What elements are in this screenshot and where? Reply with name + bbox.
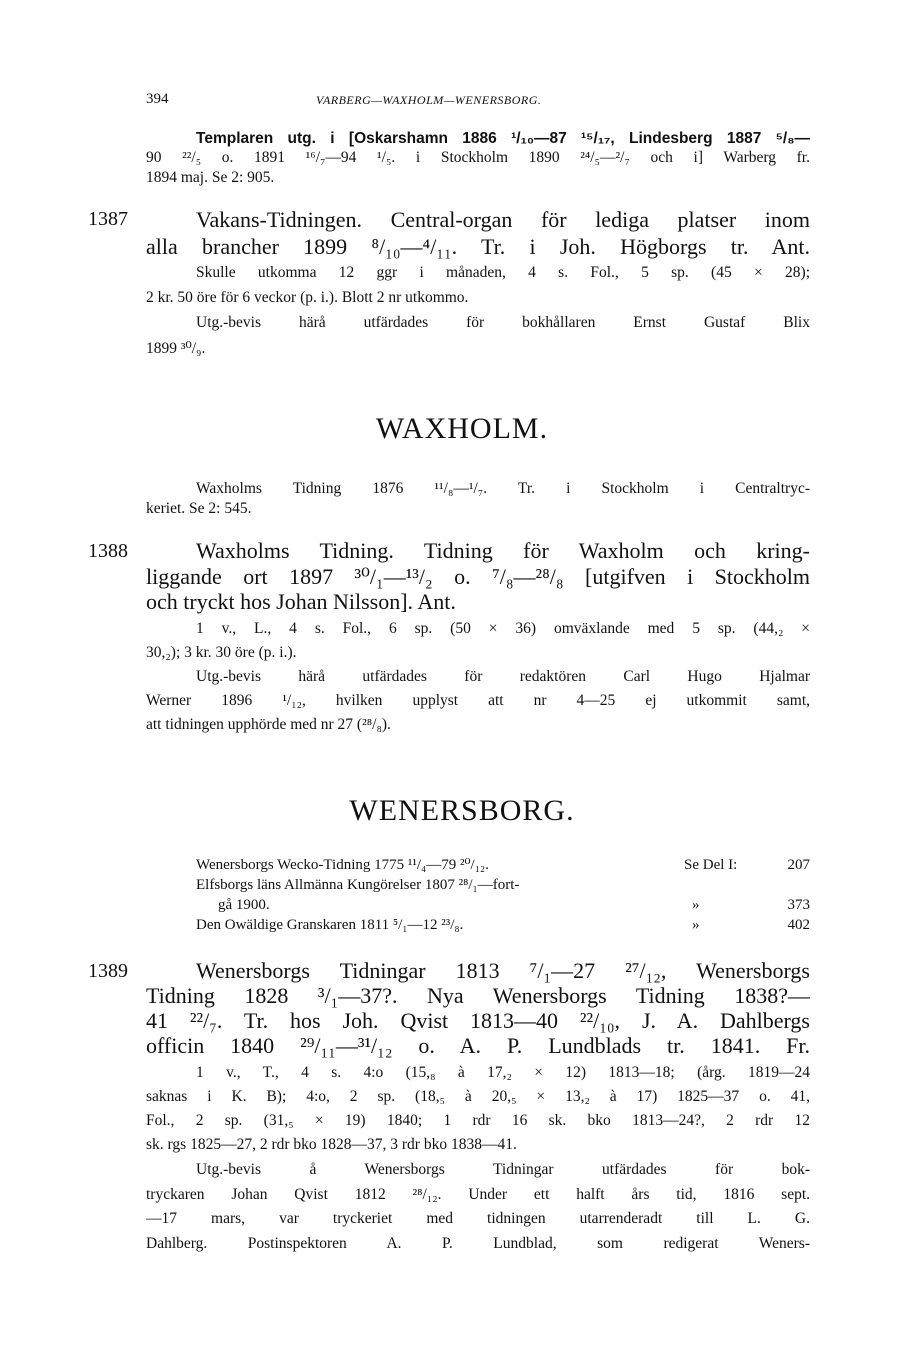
ref-title: Wenersborgs Wecko-Tidning 1775 ¹¹/₄—79 ²⁰/₁₂. bbox=[196, 857, 489, 873]
entry-number-1388: 1388 bbox=[88, 540, 128, 562]
entry-1389-line-2: Tidning 1828 ³/₁—37?. Nya Wenersborgs Tidning 1838?— bbox=[146, 983, 810, 1008]
entry-1387-line-5: Utg.-bevis härå utfärdades för bokhållaren Ernst Gustaf Blix bbox=[196, 314, 810, 331]
ref-ditto-mark: » bbox=[692, 917, 700, 933]
entry-1389-line-6: saknas i K. B); 4:o, 2 sp. (18,₅ à 20,₅ × 13,₂ à 17) 1825—37 o. 41, bbox=[146, 1088, 810, 1105]
entry-number-1389: 1389 bbox=[88, 960, 128, 982]
entry-1387-line-3: Skulle utkomma 12 ggr i månaden, 4 s. Fol., 5 sp. (45 × 28); bbox=[196, 264, 810, 281]
ref-title: Den Owäldige Granskaren 1811 ⁵/₁—12 ²³/₈. bbox=[196, 917, 464, 933]
entry-1388-line-2: liggande ort 1897 ³⁰/₁—¹³/₂ o. ⁷/₈—²⁸/₈ [utgifven i Stockholm bbox=[146, 564, 810, 589]
ref-title: Elfsborgs läns Allmänna Kungörelser 1807 ²⁸/₁—fort- bbox=[196, 877, 520, 893]
section-heading-wenersborg: WENERSBORG. bbox=[349, 794, 575, 827]
ref-page: 207 bbox=[787, 857, 810, 873]
entry-1388-line-3: och tryckt hos Johan Nilsson]. Ant. bbox=[146, 589, 456, 614]
ref-title: gå 1900. bbox=[218, 897, 270, 913]
entry-1389-line-1: Wenersborgs Tidningar 1813 ⁷/₁—27 ²⁷/₁₂, Wenersborgs bbox=[196, 958, 810, 983]
entry-1388-line-7: Werner 1896 ¹/₁₂, hvilken upplyst att nr 4—25 ej utkommit samt, bbox=[146, 692, 810, 709]
templaren-line-2: 90 ²²/₅ o. 1891 ¹⁶/₇—94 ¹/₅. i Stockholm 1890 ²⁴/₅—²/₇ och i] Warberg fr. bbox=[146, 149, 810, 166]
ref-see-label: Se Del I: bbox=[684, 857, 738, 873]
entry-1387-line-1: Vakans-Tidningen. Central-organ för lediga platser inom bbox=[196, 207, 810, 232]
waxholm-ref-line-1: Waxholms Tidning 1876 ¹¹/₈—¹/₇. Tr. i Stockholm i Centraltryc- bbox=[196, 480, 810, 497]
ref-ditto-mark: » bbox=[692, 897, 700, 913]
ref-page: 373 bbox=[787, 897, 810, 913]
entry-1388-line-1: Waxholms Tidning. Tidning för Waxholm och kring- bbox=[196, 538, 810, 563]
entry-number-1387: 1387 bbox=[88, 208, 128, 230]
entry-1388-line-6: Utg.-bevis härå utfärdades för redaktören Carl Hugo Hjalmar bbox=[196, 668, 810, 685]
templaren-line-1: Templaren utg. i [Oskarshamn 1886 ¹/₁₀—87 ¹⁵/₁₇, Lindesberg 1887 ⁵/₈— bbox=[196, 130, 810, 147]
entry-1389-line-10: tryckaren Johan Qvist 1812 ²⁸/₁₂. Under ett halft års tid, 1816 sept. bbox=[146, 1186, 810, 1203]
entry-1387-line-2: alla brancher 1899 ⁸/₁₀—⁴/₁₁. Tr. i Joh. Högborgs tr. Ant. bbox=[146, 234, 810, 259]
entry-1389-line-7: Fol., 2 sp. (31,₅ × 19) 1840; 1 rdr 16 sk. bko 1813—24?, 2 rdr 12 bbox=[146, 1112, 810, 1129]
templaren-line-3: 1894 maj. Se 2: 905. bbox=[146, 169, 275, 186]
entry-1389-line-11: —17 mars, var tryckeriet med tidningen utarrenderadt till L. G. bbox=[146, 1210, 810, 1227]
entry-1389-line-3: 41 ²²/₇. Tr. hos Joh. Qvist 1813—40 ²²/₁₀, J. A. Dahlbergs bbox=[146, 1008, 810, 1033]
entry-1389-line-12: Dahlberg. Postinspektoren A. P. Lundblad, som redigerat Weners- bbox=[146, 1235, 810, 1252]
section-heading-waxholm: WAXHOLM. bbox=[375, 412, 549, 445]
entry-1389-line-9: Utg.-bevis å Wenersborgs Tidningar utfärdades för bok- bbox=[196, 1161, 810, 1178]
entry-1389-line-5: 1 v., T., 4 s. 4:o (15,₈ à 17,₂ × 12) 1813—18; (årg. 1819—24 bbox=[196, 1064, 810, 1081]
ref-page: 402 bbox=[787, 917, 810, 933]
entry-1389-line-8: sk. rgs 1825—27, 2 rdr bko 1828—37, 3 rdr bko 1838—41. bbox=[146, 1136, 517, 1153]
entry-1389-line-4: officin 1840 ²⁹/₁₁—³¹/₁₂ o. A. P. Lundblads tr. 1841. Fr. bbox=[146, 1033, 810, 1058]
running-title: VARBERG—WAXHOLM—WENERSBORG. bbox=[316, 93, 542, 107]
entry-1388-line-5: 30,₂); 3 kr. 30 öre (p. i.). bbox=[146, 644, 297, 661]
entry-1387-line-6: 1899 ³⁰/₉. bbox=[146, 340, 206, 357]
entry-1387-line-4: 2 kr. 50 öre för 6 veckor (p. i.). Blott 2 nr utkommo. bbox=[146, 289, 469, 306]
entry-1388-line-8: att tidningen upphörde med nr 27 (²⁸/₈). bbox=[146, 716, 391, 733]
waxholm-ref-line-2: keriet. Se 2: 545. bbox=[146, 500, 252, 517]
page-number: 394 bbox=[146, 91, 169, 107]
entry-1388-line-4: 1 v., L., 4 s. Fol., 6 sp. (50 × 36) omväxlande med 5 sp. (44,₂ × bbox=[196, 620, 810, 637]
